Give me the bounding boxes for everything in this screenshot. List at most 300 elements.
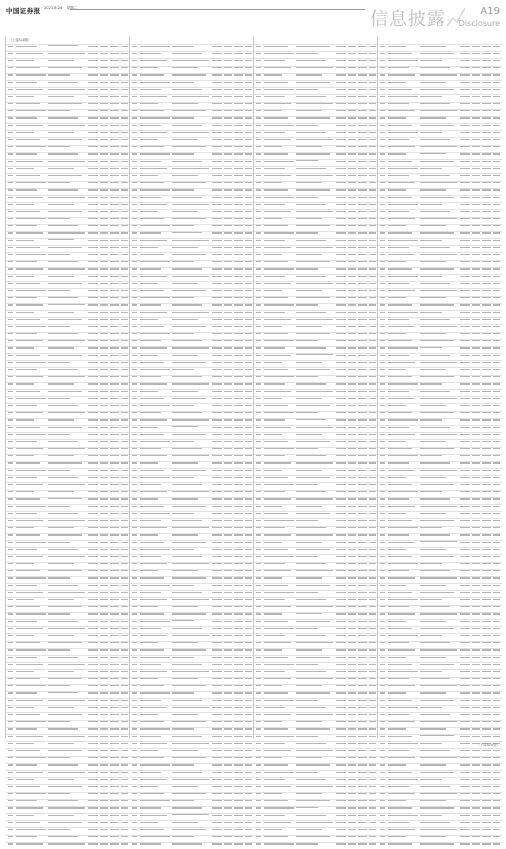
table-cell [8, 182, 13, 183]
table-cell [264, 520, 294, 521]
table-cell [482, 197, 491, 198]
table-cell [460, 247, 470, 248]
table-row [6, 597, 130, 604]
table-cell [264, 527, 285, 528]
table-cell [493, 520, 499, 521]
table-cell [348, 649, 355, 650]
table-cell [224, 664, 231, 665]
table-cell [348, 412, 355, 413]
table-row [254, 842, 378, 849]
table-cell [224, 347, 231, 348]
table-cell [110, 204, 119, 205]
table-cell [472, 369, 479, 370]
table-cell [245, 534, 251, 535]
table-cell [420, 153, 446, 154]
table-cell [348, 599, 355, 600]
table-cell [88, 218, 98, 219]
table-cell [460, 96, 470, 97]
table-cell [234, 743, 243, 744]
table-cell [48, 312, 74, 313]
table-cell [234, 498, 243, 499]
table-row [130, 447, 254, 454]
table-cell [132, 182, 137, 183]
table-cell [256, 82, 261, 83]
table-cell [48, 110, 70, 111]
table-cell [140, 197, 161, 198]
table-cell [110, 182, 119, 183]
table-cell [336, 139, 346, 140]
table-cell [380, 110, 385, 111]
table-cell [132, 491, 137, 492]
table-cell [482, 534, 491, 535]
table-cell [16, 290, 46, 291]
table-cell [420, 383, 442, 384]
table-cell [110, 89, 119, 90]
table-cell [212, 405, 222, 406]
table-row [254, 303, 378, 310]
table-cell [140, 843, 161, 844]
table-cell [245, 635, 251, 636]
table-cell [256, 613, 261, 614]
table-cell [212, 434, 222, 435]
table-cell [245, 549, 251, 550]
table-cell [460, 419, 470, 420]
table-cell [482, 355, 491, 356]
table-cell [493, 815, 499, 816]
table-cell [256, 800, 261, 801]
table-cell [100, 822, 107, 823]
table-cell [256, 146, 261, 147]
table-cell [380, 491, 385, 492]
table-cell [380, 549, 385, 550]
table-cell [172, 340, 202, 341]
table-cell [245, 621, 251, 622]
table-cell [16, 527, 34, 528]
table-cell [88, 168, 98, 169]
table-cell [264, 585, 288, 586]
table-cell [388, 153, 406, 154]
table-cell [8, 635, 13, 636]
table-cell [336, 117, 346, 118]
table-cell [420, 146, 457, 147]
table-cell [140, 240, 167, 241]
table-cell [8, 764, 13, 765]
table-cell [336, 268, 346, 269]
table-row [378, 231, 502, 238]
table-cell [100, 268, 107, 269]
table-cell [380, 793, 385, 794]
table-cell [420, 103, 450, 104]
table-cell [388, 398, 415, 399]
table-cell [121, 657, 127, 658]
table-cell [264, 254, 282, 255]
table-cell [256, 110, 261, 111]
table-cell [234, 506, 243, 507]
table-cell [358, 232, 367, 233]
table-row [130, 475, 254, 482]
table-cell [348, 678, 355, 679]
table-cell [8, 139, 13, 140]
table-cell [296, 441, 329, 442]
table-cell [388, 211, 409, 212]
table-cell [388, 807, 412, 808]
table-cell [212, 592, 222, 593]
table-cell [358, 333, 367, 334]
table-cell [493, 96, 499, 97]
table-cell [110, 520, 119, 521]
table-cell [16, 125, 43, 126]
table-cell [380, 836, 385, 837]
table-cell [88, 110, 98, 111]
table-cell [110, 678, 119, 679]
table-cell [336, 261, 346, 262]
table-cell [482, 391, 491, 392]
table-cell [358, 772, 367, 773]
table-cell [380, 592, 385, 593]
table-cell [8, 132, 13, 133]
table-cell [348, 692, 355, 693]
table-cell [110, 657, 119, 658]
table-cell [358, 46, 367, 47]
table-cell [256, 261, 261, 262]
table-cell [482, 563, 491, 564]
table-cell [100, 96, 107, 97]
table-cell [234, 46, 243, 47]
table-cell [369, 333, 375, 334]
table-cell [8, 117, 13, 118]
table-cell [482, 67, 491, 68]
table-cell [212, 793, 222, 794]
table-cell [420, 455, 442, 456]
table-row [378, 669, 502, 676]
table-cell [358, 628, 367, 629]
table-cell [369, 125, 375, 126]
table-cell [358, 391, 367, 392]
table-column [377, 36, 502, 738]
table-cell [234, 829, 243, 830]
table-cell [88, 398, 98, 399]
table-cell [172, 304, 202, 305]
table-cell [348, 355, 355, 356]
table-cell [358, 125, 367, 126]
table-cell [8, 268, 13, 269]
table-cell [234, 664, 243, 665]
table-cell [234, 455, 243, 456]
table-cell [132, 635, 137, 636]
table-cell [388, 577, 415, 578]
table-cell [234, 692, 243, 693]
table-cell [420, 793, 457, 794]
table-cell [380, 721, 385, 722]
table-cell [264, 412, 294, 413]
table-cell [172, 218, 205, 219]
table-cell [296, 692, 329, 693]
table-cell [348, 46, 355, 47]
table-cell [16, 542, 46, 543]
table-cell [132, 161, 137, 162]
table-cell [296, 67, 333, 68]
table-cell [264, 297, 288, 298]
table-cell [48, 211, 81, 212]
table-row [254, 468, 378, 475]
table-cell [388, 822, 409, 823]
table-cell [296, 779, 326, 780]
table-cell [493, 692, 499, 693]
table-cell [234, 405, 243, 406]
table-row [130, 375, 254, 382]
table-cell [100, 254, 107, 255]
table-cell [420, 189, 446, 190]
table-row [130, 677, 254, 684]
table-cell [16, 82, 37, 83]
table-row [6, 403, 130, 410]
table-cell [48, 513, 78, 514]
table-cell [388, 721, 415, 722]
table-cell [493, 74, 499, 75]
table-cell [110, 556, 119, 557]
table-row [6, 123, 130, 130]
table-cell [48, 800, 78, 801]
table-cell [420, 606, 450, 607]
table-cell [100, 82, 107, 83]
table-cell [121, 254, 127, 255]
table-cell [132, 556, 137, 557]
table-cell [132, 110, 137, 111]
section-title: 信息披露 [370, 5, 446, 31]
table-cell [296, 304, 318, 305]
table-cell [100, 347, 107, 348]
table-cell [296, 82, 329, 83]
table-cell [420, 46, 446, 47]
table-cell [358, 139, 367, 140]
table-cell [369, 455, 375, 456]
table-cell [224, 498, 231, 499]
table-row [6, 80, 130, 87]
table-cell [358, 146, 367, 147]
table-cell [100, 398, 107, 399]
table-cell [121, 125, 127, 126]
table-row [254, 317, 378, 324]
table-cell [388, 621, 406, 622]
table-cell [121, 772, 127, 773]
table-cell [264, 276, 285, 277]
table-cell [234, 146, 243, 147]
table-cell [88, 649, 98, 650]
table-cell [16, 491, 34, 492]
table-cell [100, 786, 107, 787]
table-cell [140, 671, 167, 672]
table-cell [348, 82, 355, 83]
table-cell [245, 326, 251, 327]
table-cell [16, 513, 37, 514]
table-row [130, 439, 254, 446]
table-cell [472, 204, 479, 205]
table-cell [336, 534, 346, 535]
table-row [378, 123, 502, 130]
table-cell [358, 678, 367, 679]
table-cell [110, 67, 119, 68]
table-cell [420, 700, 453, 701]
table-row [378, 353, 502, 360]
table-cell [420, 728, 446, 729]
table-row [130, 569, 254, 576]
table-row [6, 152, 130, 159]
table-cell [348, 613, 355, 614]
table-row [6, 159, 130, 166]
table-cell [493, 189, 499, 190]
table-cell [348, 542, 355, 543]
table-cell [121, 290, 127, 291]
table-cell [388, 556, 412, 557]
table-cell [336, 46, 346, 47]
table-cell [48, 498, 81, 499]
table-row [6, 51, 130, 58]
table-cell [172, 692, 194, 693]
table-row [378, 698, 502, 705]
table-row [130, 367, 254, 374]
table-cell [172, 434, 205, 435]
table-cell [388, 800, 406, 801]
table-cell [224, 714, 231, 715]
table-cell [256, 599, 261, 600]
table-cell [88, 268, 98, 269]
table-cell [16, 448, 43, 449]
table-cell [336, 822, 346, 823]
table-cell [88, 225, 98, 226]
table-cell [172, 232, 202, 233]
table-row [254, 820, 378, 827]
table-cell [358, 204, 367, 205]
table-cell [132, 153, 137, 154]
table-rows [6, 44, 130, 738]
table-cell [110, 779, 119, 780]
table-cell [110, 268, 119, 269]
table-cell [460, 635, 470, 636]
table-cell [140, 218, 164, 219]
table-cell [16, 405, 37, 406]
table-row [130, 468, 254, 475]
table-cell [460, 319, 470, 320]
table-cell [472, 807, 479, 808]
table-cell [224, 254, 231, 255]
table-cell [482, 297, 491, 298]
table-cell [358, 326, 367, 327]
table-cell [256, 189, 261, 190]
table-cell [16, 398, 46, 399]
table-cell [245, 168, 251, 169]
table-cell [482, 225, 491, 226]
table-row [6, 439, 130, 446]
table-cell [358, 412, 367, 413]
table-row [378, 94, 502, 101]
table-row [378, 217, 502, 224]
table-cell [100, 340, 107, 341]
table-cell [460, 448, 470, 449]
table-cell [256, 290, 261, 291]
table-cell [358, 815, 367, 816]
table-row [6, 799, 130, 806]
table-cell [121, 721, 127, 722]
table-cell [16, 534, 40, 535]
table-cell [369, 728, 375, 729]
table-cell [358, 477, 367, 478]
table-row [130, 80, 254, 87]
table-cell [48, 125, 85, 126]
table-cell [245, 556, 251, 557]
table-cell [140, 434, 164, 435]
table-cell [348, 304, 355, 305]
table-cell [88, 333, 98, 334]
table-cell [388, 606, 409, 607]
table-row [378, 777, 502, 784]
table-cell [482, 757, 491, 758]
table-cell [88, 764, 98, 765]
table-cell [234, 125, 243, 126]
table-cell [369, 549, 375, 550]
table-cell [380, 671, 385, 672]
table-cell [420, 211, 450, 212]
table-cell [121, 283, 127, 284]
table-cell [110, 132, 119, 133]
table-cell [172, 67, 198, 68]
table-cell [140, 815, 167, 816]
table-row [254, 490, 378, 497]
table-cell [296, 599, 326, 600]
table-cell [256, 657, 261, 658]
table-cell [234, 764, 243, 765]
table-cell [336, 628, 346, 629]
table-cell [380, 606, 385, 607]
table-cell [8, 189, 13, 190]
table-row [130, 806, 254, 813]
table-cell [234, 347, 243, 348]
table-cell [121, 362, 127, 363]
table-cell [172, 383, 209, 384]
table-cell [172, 125, 202, 126]
table-cell [48, 67, 81, 68]
table-row [130, 655, 254, 662]
table-cell [336, 412, 346, 413]
table-row [130, 748, 254, 755]
table-cell [420, 498, 450, 499]
table-row [130, 109, 254, 116]
table-cell [245, 707, 251, 708]
table-cell [234, 197, 243, 198]
table-cell [482, 110, 491, 111]
table-cell [482, 477, 491, 478]
table-cell [140, 728, 170, 729]
table-cell [460, 815, 470, 816]
table-cell [472, 211, 479, 212]
table-cell [121, 678, 127, 679]
table-cell [264, 707, 285, 708]
table-cell [264, 642, 291, 643]
table-cell [369, 283, 375, 284]
table-cell [132, 836, 137, 837]
table-cell [336, 247, 346, 248]
table-row [254, 324, 378, 331]
table-cell [493, 175, 499, 176]
table-cell [472, 779, 479, 780]
table-cell [264, 362, 282, 363]
table-cell [48, 82, 78, 83]
table-cell [121, 836, 127, 837]
table-cell [48, 714, 81, 715]
table-cell [472, 793, 479, 794]
table-cell [336, 678, 346, 679]
table-cell [8, 405, 13, 406]
table-cell [8, 125, 13, 126]
